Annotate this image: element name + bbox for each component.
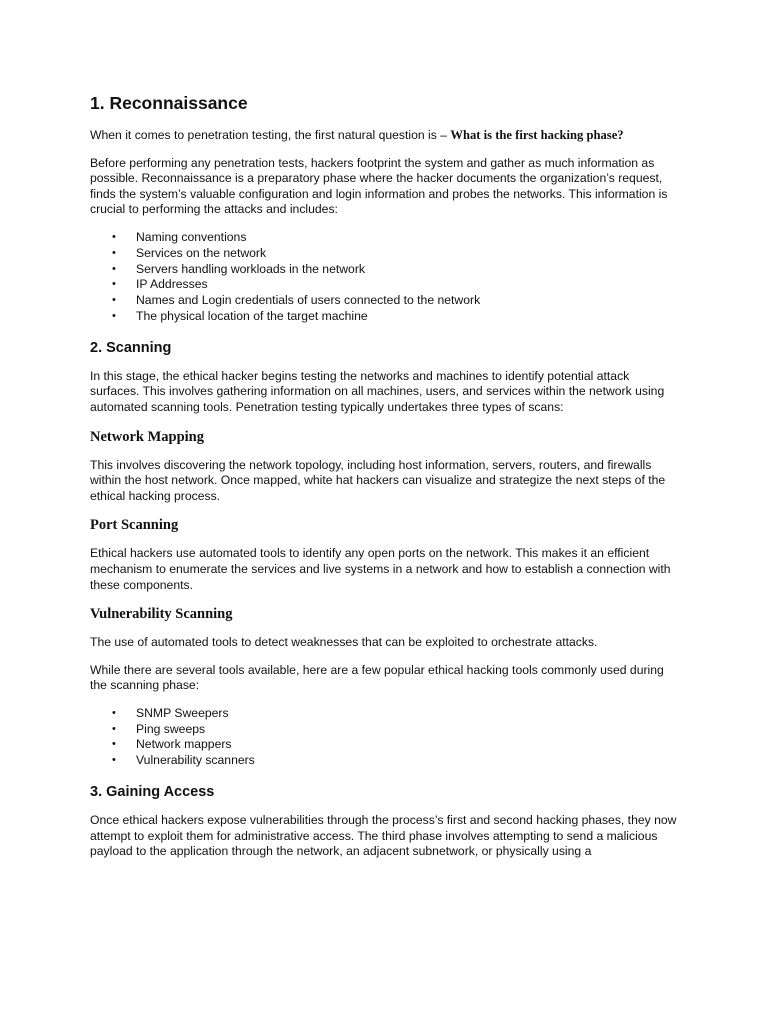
list-item: • Vulnerability scanners bbox=[90, 753, 680, 769]
network-mapping-paragraph: This involves discovering the network topology, including host information, servers, routers, and firewalls within the host network. Once mapped, white hat hackers can visualize and strategize the next steps of the ethical hacking process. bbox=[90, 457, 666, 503]
subheading-port-scanning: Port Scanning bbox=[90, 517, 179, 534]
reconnaissance-paragraph: Before performing any penetration tests, hackers footprint the system and gather as much information as possible. Reconnaissance is a preparatory phase where the hacker documents the organization’s request, finds the system’s valuable configuration and login information and probes the networks. This information is crucial to performing the attacks and includes: bbox=[90, 155, 668, 217]
port-scanning-paragraph: Ethical hackers use automated tools to identify any open ports on the network. This makes it an efficient mechanism to enumerate the services and live systems in a network and how to establish a connection with these components. bbox=[90, 546, 671, 592]
subheading-network-mapping: Network Mapping bbox=[90, 428, 204, 445]
list-item: • Network mappers bbox=[90, 737, 680, 753]
tools-intro-paragraph: While there are several tools available, here are a few popular ethical hacking tools commonly used during the scanning phase: bbox=[90, 662, 664, 693]
subheading-vulnerability-scanning: Vulnerability Scanning bbox=[90, 606, 233, 623]
section-heading-reconnaissance: 1. Reconnaissance bbox=[90, 93, 248, 113]
document-page bbox=[90, 92, 680, 872]
scanning-paragraph: In this stage, the ethical hacker begins testing the networks and machines to identify potential attack surfaces. This involves gathering information on all machines, users, and services within the network using automated scanning tools. Penetration testing typically undertakes three types of scans: bbox=[90, 368, 665, 414]
list-item: • Ping sweeps bbox=[90, 722, 680, 738]
gaining-access-paragraph: Once ethical hackers expose vulnerabilities through the process’s first and second hacking phases, they now attempt to exploit them for administrative access. The third phase involves attempting to send a malicious payload to the application through the network, an adjacent subnetwork, or physically using a bbox=[90, 813, 677, 859]
tools-list bbox=[90, 706, 680, 769]
vulnerability-scanning-paragraph: The use of automated tools to detect weaknesses that can be exploited to orchestrate attacks. bbox=[90, 635, 598, 650]
list-item: • IP Addresses bbox=[90, 277, 680, 293]
intro-paragraph bbox=[90, 128, 680, 144]
list-item: • The physical location of the target machine bbox=[90, 309, 680, 325]
list-item: • Services on the network bbox=[90, 246, 680, 262]
list-item: • SNMP Sweepers bbox=[90, 706, 680, 722]
list-item: • Servers handling workloads in the network bbox=[90, 262, 680, 278]
intro-text: When it comes to penetration testing, the first natural question is – bbox=[90, 128, 451, 142]
reconnaissance-list bbox=[90, 230, 680, 325]
intro-question: What is the first hacking phase? bbox=[450, 128, 624, 142]
list-item: • Naming conventions bbox=[90, 230, 680, 246]
section-heading-scanning: 2. Scanning bbox=[90, 339, 172, 356]
section-heading-gaining-access: 3. Gaining Access bbox=[90, 784, 215, 801]
list-item: • Names and Login credentials of users connected to the network bbox=[90, 293, 680, 309]
